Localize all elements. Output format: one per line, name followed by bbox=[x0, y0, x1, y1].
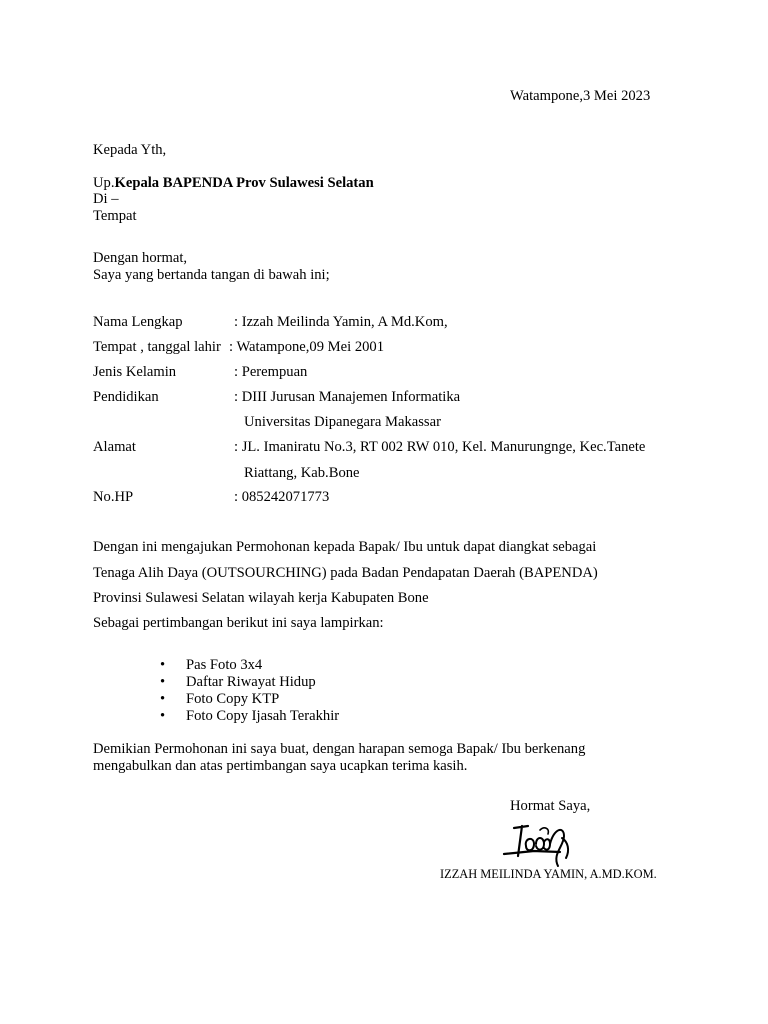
recipient-tempat: Tempat bbox=[93, 208, 137, 224]
signature-icon bbox=[500, 820, 590, 872]
body-line-3: Provinsi Sulawesi Selatan wilayah kerja Kabupaten Bone bbox=[93, 590, 429, 606]
intro-line: Saya yang bertanda tangan di bawah ini; bbox=[93, 267, 330, 283]
closing-line-2: mengabulkan dan atas pertimbangan saya ucapkan terima kasih. bbox=[93, 758, 468, 774]
recipient-up-name: Kepala BAPENDA Prov Sulawesi Selatan bbox=[114, 175, 374, 191]
attachment-item bbox=[160, 691, 339, 708]
bullet-icon: • bbox=[160, 657, 166, 673]
attachment-list bbox=[160, 657, 339, 725]
attachment-item-label: Foto Copy Ijasah Terakhir bbox=[186, 708, 340, 724]
regards: Hormat Saya, bbox=[510, 798, 591, 814]
closing-line-1: Demikian Permohonan ini saya buat, dengan harapan semoga Bapak/ Ibu berkenang bbox=[93, 741, 586, 757]
field-nama-value: : Izzah Meilinda Yamin, A Md.Kom, bbox=[234, 314, 448, 330]
recipient-greeting: Kepada Yth, bbox=[93, 142, 167, 158]
field-pendidikan-value2: Universitas Dipanegara Makassar bbox=[244, 414, 441, 430]
body-line-2: Tenaga Alih Daya (OUTSOURCHING) pada Badan Pendapatan Daerah (BAPENDA) bbox=[93, 565, 598, 581]
attachment-item-label: Foto Copy KTP bbox=[186, 691, 280, 707]
bullet-icon: • bbox=[160, 674, 166, 690]
body-line-1: Dengan ini mengajukan Permohonan kepada Bapak/ Ibu untuk dapat diangkat sebagai bbox=[93, 539, 597, 555]
field-ttl-value: : Watampone,09 Mei 2001 bbox=[229, 339, 385, 355]
field-pendidikan-label: Pendidikan bbox=[93, 389, 159, 405]
attachment-item-label: Daftar Riwayat Hidup bbox=[186, 674, 316, 690]
field-alamat-value: : JL. Imaniratu No.3, RT 002 RW 010, Kel. Manurungnge, Kec.Tanete bbox=[234, 439, 646, 455]
body-line-4: Sebagai pertimbangan berikut ini saya lampirkan: bbox=[93, 615, 384, 631]
attachment-item bbox=[160, 674, 339, 691]
date-line: Watampone,3 Mei 2023 bbox=[510, 88, 651, 104]
attachment-item bbox=[160, 657, 339, 674]
field-alamat-label: Alamat bbox=[93, 439, 136, 455]
recipient-di: Di – bbox=[93, 191, 119, 207]
recipient-up-line bbox=[93, 175, 374, 192]
field-nama-label: Nama Lengkap bbox=[93, 314, 183, 330]
field-jk-value: : Perempuan bbox=[234, 364, 308, 380]
attachment-item bbox=[160, 708, 339, 725]
salutation: Dengan hormat, bbox=[93, 250, 188, 266]
field-ttl-label: Tempat , tanggal lahir bbox=[93, 339, 221, 355]
field-jk-label: Jenis Kelamin bbox=[93, 364, 177, 380]
bullet-icon: • bbox=[160, 691, 166, 707]
attachment-item-label: Pas Foto 3x4 bbox=[186, 657, 263, 673]
field-alamat-value2: Riattang, Kab.Bone bbox=[244, 465, 360, 481]
bullet-icon: • bbox=[160, 708, 166, 724]
field-hp-value: : 085242071773 bbox=[234, 489, 330, 505]
signer-name: IZZAH MEILINDA YAMIN, A.MD.KOM. bbox=[440, 867, 657, 881]
field-pendidikan-value: : DIII Jurusan Manajemen Informatika bbox=[234, 389, 461, 405]
recipient-up-prefix: Up. bbox=[93, 175, 115, 191]
field-hp-label: No.HP bbox=[93, 489, 134, 505]
